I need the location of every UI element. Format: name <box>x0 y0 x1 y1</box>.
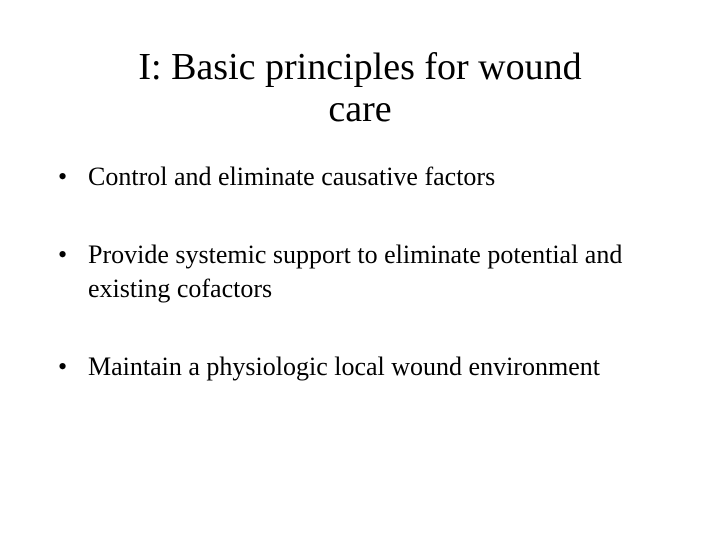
bullet-text: Provide systemic support to eliminate potential and existing cofactors <box>88 240 623 303</box>
bullet-icon: • <box>58 352 68 381</box>
bullet-item-local-wound-environment <box>54 350 664 384</box>
bullet-text: Control and eliminate causative factors <box>88 162 496 191</box>
bullet-icon: • <box>58 240 68 269</box>
bullet-item-causative-factors <box>54 160 664 194</box>
bullet-text: Maintain a physiologic local wound environment <box>88 352 600 381</box>
bullet-list <box>54 160 664 428</box>
bullet-icon: • <box>58 162 68 191</box>
slide-title: I: Basic principles for wound care <box>138 46 582 130</box>
bullet-item-systemic-support <box>54 238 664 306</box>
